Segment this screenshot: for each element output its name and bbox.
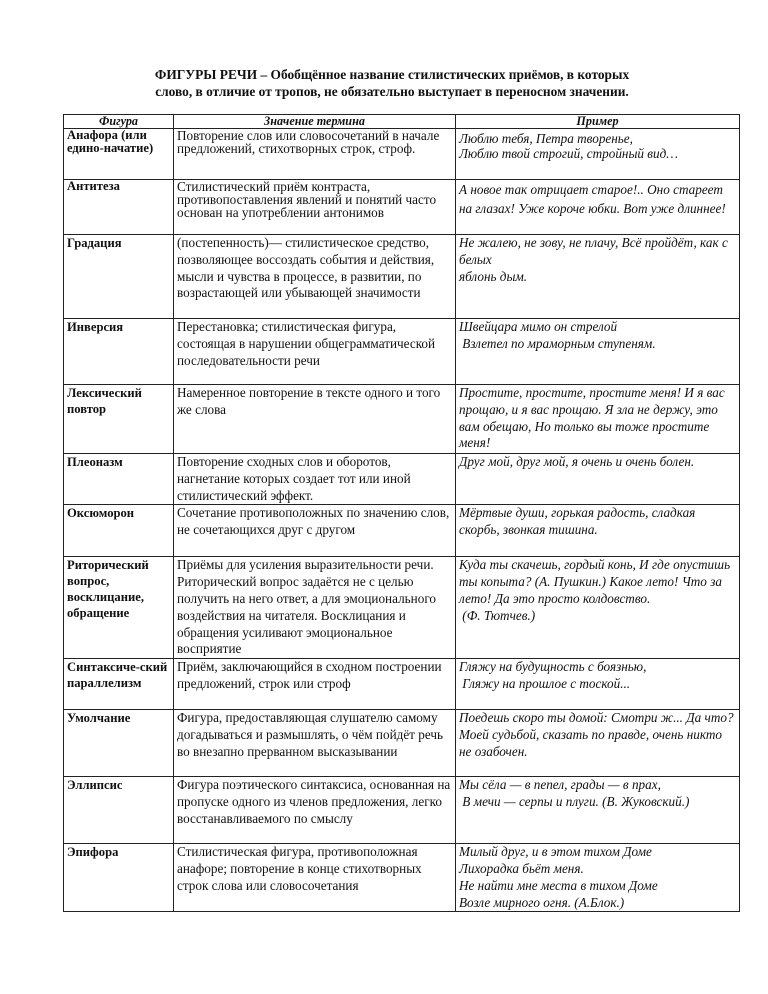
figures-table [63,114,740,912]
meaning-cell: Приёмы для усиления выразительности речи. Риторический вопрос задаётся не с целью получить на него ответ, а для эмоционального воздействия на читателя. Восклицания и обращения усиливают эмоциональное восприятие [174,557,456,659]
figure-cell: Инверсия [64,319,174,385]
example-text: Мы сёла — в пепел, грады — в прах, В мечи — серпы и плуги. (В. Жуковский.) [459,777,690,809]
meaning-cell: Намеренное повторение в тексте одного и того же слова [174,385,456,454]
figure-cell: Антитеза [64,180,174,235]
example-cell [456,844,740,912]
example-cell [456,777,740,844]
meaning-cell: Фигура, предоставляющая слушателю самому догадываться и размышлять, о чём пойдёт речь во внезапно прерванном высказывании [174,710,456,777]
column-header-figure: Фигура [64,115,174,129]
heading-line-1: ФИГУРЫ РЕЧИ – Обобщённое название стилистических приёмов, в которых [154,67,630,82]
table-header-row [64,115,740,129]
example-cell [456,235,740,319]
table-row [64,129,740,180]
meaning-cell: (постепенность)— стилистическое средство, позволяющее воссоздать события и действия, мысли и чувства в процессе, в развитии, по возрастающей или убывающей значимости [174,235,456,319]
table-row [64,505,740,557]
table-row [64,777,740,844]
example-text: Швейцара мимо он стрелой Взлетел по мраморным ступеням. [459,319,656,351]
example-cell: Поедешь скоро ты домой: Смотри ж... Да что? Моей судьбой, сказать по правде, очень никто не озабочен. [456,710,740,777]
example-cell: Друг мой, друг мой, я очень и очень болен. [456,454,740,505]
table-row [64,659,740,710]
example-cell: А новое так отрицает старое!.. Оно стареет на глазах! Уже короче юбки. Вот уже длиннее! [456,180,740,235]
example-text: Милый друг, и в этом тихом Доме Лихорадка бьёт меня. Не найти мне места в тихом Доме Возле мирного огня. (А.Блок.) [459,844,658,910]
meaning-cell: Стилистический приём контраста, противопоставления явлений и понятий часто основан на употреблении антонимов [174,180,456,235]
example-cell [456,557,740,659]
table-row [64,385,740,454]
page-heading [100,66,684,100]
table-row [64,710,740,777]
example-text: Гляжу на будущность с боязнью, Гляжу на прошлое с тоской... [459,659,647,691]
meaning-cell: Перестановка; стилистическая фигура, состоящая в нарушении общеграмматической последовательности речи [174,319,456,385]
example-cell [456,129,740,180]
example-text: Люблю тебя, Петра творенье, Люблю твой строгий, стройный вид… [459,131,678,161]
column-header-meaning: Значение термина [174,115,456,129]
example-cell: Простите, простите, простите меня! И я вас прощаю, и я вас прощаю. Я зла не держу, это вам обещаю, Но только вы тоже простите меня! [456,385,740,454]
table-row [64,557,740,659]
figure-cell: Плеоназм [64,454,174,505]
table-row [64,454,740,505]
table-row [64,319,740,385]
figure-cell: Анафора (или едино-начатие) [64,129,174,180]
meaning-cell: Стилистическая фигура, противоположная анафоре; повторение в конце стихотворных строк слова или словосочетания [174,844,456,912]
figure-cell: Оксюморон [64,505,174,557]
table-row [64,844,740,912]
table-row [64,180,740,235]
heading-line-2: слово, в отличие от тропов, не обязательно выступает в переносном значении. [155,84,629,99]
example-cell: Мёртвые души, горькая радость, сладкая скорбь, звонкая тишина. [456,505,740,557]
figure-cell: Риторический вопрос, восклицание, обращение [64,557,174,659]
figure-cell: Градация [64,235,174,319]
example-cell [456,319,740,385]
column-header-example: Пример [456,115,740,129]
meaning-cell: Фигура поэтического синтаксиса, основанная на пропуске одного из членов предложения, легко восстанавливаемого по смыслу [174,777,456,844]
figure-cell: Лексический повтор [64,385,174,454]
meaning-cell: Сочетание противоположных по значению слов, не сочетающихся друг с другом [174,505,456,557]
figure-cell: Эпифора [64,844,174,912]
example-cell [456,659,740,710]
meaning-cell: Приём, заключающийся в сходном построении предложений, строк или строф [174,659,456,710]
figure-cell: Эллипсис [64,777,174,844]
example-text: Куда ты скачешь, гордый конь, И где опустишь ты копыта? (А. Пушкин.) Какое лето! Что за лето! Да это просто колдовство. (Ф. Тютчев.) [459,557,731,623]
figure-cell: Умолчание [64,710,174,777]
table-row [64,235,740,319]
example-text: Не жалею, не зову, не плачу, Всё пройдёт, как с белых яблонь дым. [459,235,728,284]
meaning-cell: Повторение слов или словосочетаний в начале предложений, стихотворных строк, строф. [174,129,456,180]
figure-cell: Синтаксиче-ский параллелизм [64,659,174,710]
meaning-cell: Повторение сходных слов и оборотов, нагнетание которых создает тот или иной стилистический эффект. [174,454,456,505]
